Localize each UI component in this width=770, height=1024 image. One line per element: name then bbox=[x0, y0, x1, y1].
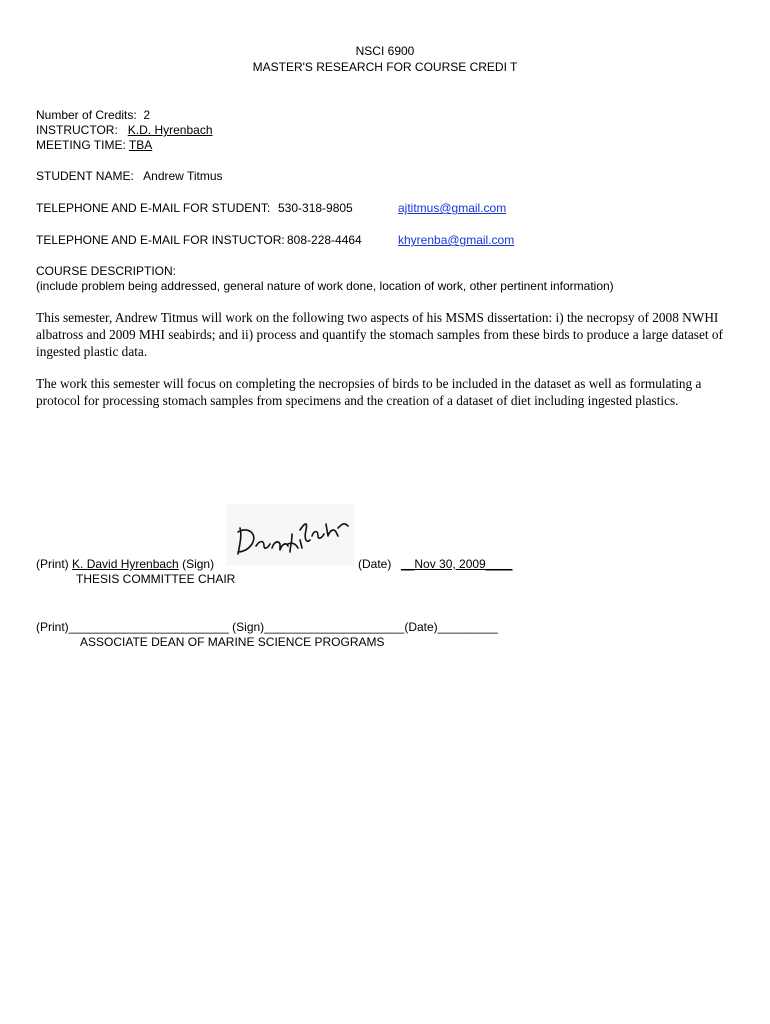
course-code: NSCI 6900 bbox=[355, 44, 415, 58]
signature-image bbox=[226, 504, 354, 566]
instructor-phone: 808-228-4464 bbox=[287, 233, 362, 247]
chair-date-value: __Nov 30, 2009____ bbox=[401, 557, 513, 571]
description-paragraph-1: This semester, Andrew Titmus will work on the following two aspects of his MSMS dissertation: i) the necropsy of 2008 NWHI albatross and 2009 MHI seabirds; and ii) process and quantify the stomach samples from these birds to produce a large dataset of ingested plastic data. bbox=[36, 310, 723, 359]
description-paragraph-2: The work this semester will focus on completing the necropsies of birds to be included in the dataset as well as formulating a protocol for processing stomach samples from specimens and the creation of a dataset of diet including ingested plastics. bbox=[36, 376, 702, 408]
instructor-label: INSTRUCTOR: bbox=[36, 123, 118, 137]
handwritten-signature-icon bbox=[226, 504, 354, 566]
chair-role: THESIS COMMITTEE CHAIR bbox=[76, 572, 236, 586]
chair-print-line bbox=[36, 557, 214, 571]
chair-date-label: (Date) bbox=[358, 557, 392, 571]
credits-label: Number of Credits: bbox=[36, 108, 137, 122]
instructor-line bbox=[36, 123, 213, 137]
instructor-email-link[interactable]: khyrenba@gmail.com bbox=[398, 233, 515, 247]
chair-print-label: (Print) bbox=[36, 557, 69, 571]
student-line bbox=[36, 169, 223, 183]
credits-line bbox=[36, 108, 150, 122]
dean-role: ASSOCIATE DEAN OF MARINE SCIENCE PROGRAMS bbox=[80, 635, 385, 649]
dean-signature-line: (Print)________________________ (Sign)_____________________(Date)_________ bbox=[36, 620, 498, 634]
course-title: MASTER'S RESEARCH FOR COURSE CREDI T bbox=[252, 60, 518, 74]
student-label: STUDENT NAME: bbox=[36, 169, 134, 183]
meeting-value: TBA bbox=[128, 138, 153, 152]
chair-print-name: K. David Hyrenbach bbox=[72, 557, 179, 571]
signature-text: David Hyrenbach bbox=[232, 562, 240, 563]
instructor-contact-label: TELEPHONE AND E-MAIL FOR INSTUCTOR: bbox=[36, 233, 285, 247]
student-phone: 530-318-9805 bbox=[278, 201, 353, 215]
meeting-line bbox=[36, 138, 152, 152]
student-contact-label: TELEPHONE AND E-MAIL FOR STUDENT: bbox=[36, 201, 271, 215]
description-heading: COURSE DESCRIPTION: bbox=[36, 264, 177, 278]
chair-sign-label: (Sign) bbox=[182, 557, 215, 571]
student-value: Andrew Titmus bbox=[143, 169, 223, 183]
description-note: (include problem being addressed, general nature of work done, location of work, other pertinent information) bbox=[36, 279, 614, 293]
instructor-value: K.D. Hyrenbach bbox=[127, 123, 213, 137]
student-email-link[interactable]: ajtitmus@gmail.com bbox=[398, 201, 507, 215]
credits-value: 2 bbox=[143, 108, 151, 122]
meeting-label: MEETING TIME: bbox=[36, 138, 126, 152]
